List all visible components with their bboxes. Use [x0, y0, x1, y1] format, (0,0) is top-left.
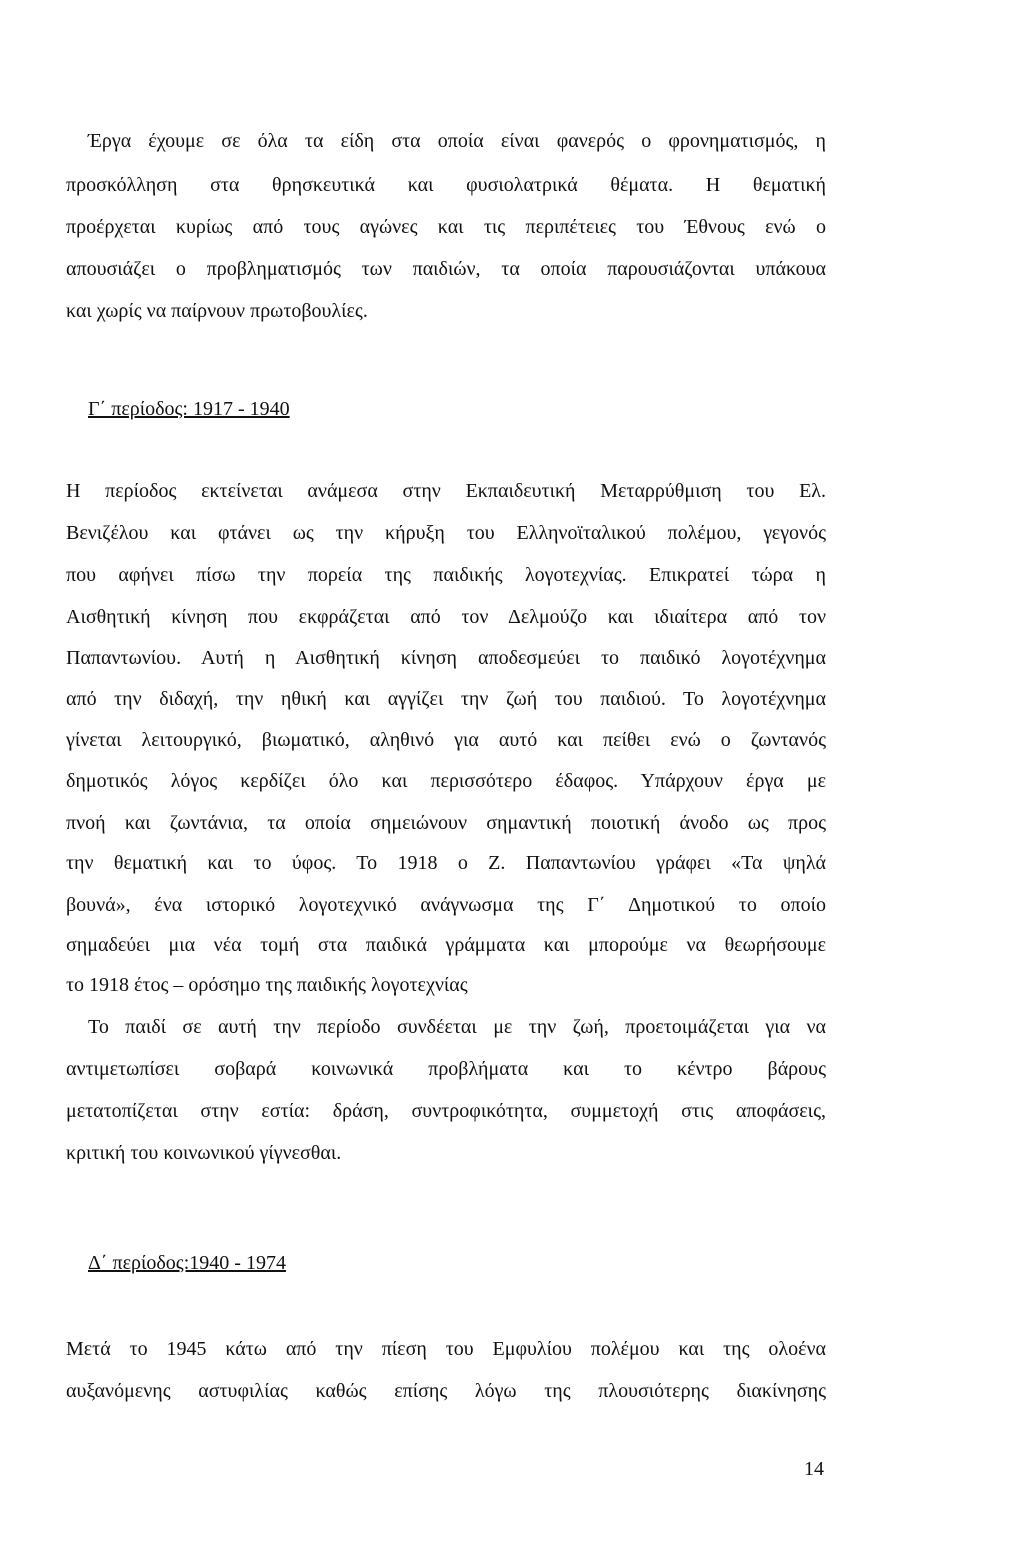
paragraph1-line-5: και χωρίς να παίρνουν πρωτοβουλίες.: [66, 300, 368, 322]
paragraph3-line-4: κριτική του κοινωνικού γίγνεσθαι.: [66, 1142, 342, 1164]
paragraph2-line-6: από την διδαχή, την ηθική και αγγίζει την ζωή του παιδιού. Το λογοτέχνημα: [66, 688, 826, 710]
paragraph3-line-3: μετατοπίζεται στην εστία: δράση, συντροφικότητα, συμμετοχή στις αποφάσεις,: [66, 1100, 826, 1122]
paragraph2-line-3: που αφήνει πίσω την πορεία της παιδικής λογοτεχνίας. Επικρατεί τώρα η: [66, 564, 826, 586]
paragraph3-line-1: Το παιδί σε αυτή την περίοδο συνδέεται με την ζωή, προετοιμάζεται για να: [88, 1016, 826, 1038]
paragraph2-line-8: δημοτικός λόγος κερδίζει όλο και περισσότερο έδαφος. Υπάρχουν έργα με: [66, 770, 826, 792]
paragraph2-line-5: Παπαντωνίου. Αυτή η Αισθητική κίνηση αποδεσμεύει το παιδικό λογοτέχνημα: [66, 647, 826, 669]
paragraph4-line-1: Μετά το 1945 κάτω από την πίεση του Εμφυλίου πολέμου και της ολοένα: [66, 1338, 826, 1360]
paragraph2-line-13: το 1918 έτος – ορόσημο της παιδικής λογοτεχνίας: [66, 974, 468, 996]
paragraph2-line-4: Αισθητική κίνηση που εκφράζεται από τον Δελμούζο και ιδιαίτερα από τον: [66, 606, 826, 628]
section-heading-period-c: Γ΄ περίοδος: 1917 - 1940: [88, 398, 290, 420]
paragraph2-line-12: σημαδεύει μια νέα τομή στα παιδικά γράμματα και μπορούμε να θεωρήσουμε: [66, 934, 826, 956]
paragraph2-line-11: βουνά», ένα ιστορικό λογοτεχνικό ανάγνωσμα της Γ΄ Δημοτικού το οποίο: [66, 894, 826, 916]
paragraph2-line-2: Βενιζέλου και φτάνει ως την κήρυξη του Ελληνοϊταλικού πολέμου, γεγονός: [66, 522, 826, 544]
paragraph2-line-10: την θεματική και το ύφος. Το 1918 ο Ζ. Παπαντωνίου γράφει «Τα ψηλά: [66, 852, 826, 874]
paragraph1-line-3: προέρχεται κυρίως από τους αγώνες και τις περιπέτειες του Έθνους ενώ ο: [66, 216, 826, 238]
page-number: 14: [804, 1458, 824, 1480]
paragraph2-line-9: πνοή και ζωντάνια, τα οποία σημειώνουν σημαντική ποιοτική άνοδο ως προς: [66, 812, 826, 834]
paragraph1-line-2: προσκόλληση στα θρησκευτικά και φυσιολατρικά θέματα. Η θεματική: [66, 174, 826, 196]
section-heading-period-d: Δ΄ περίοδος:1940 - 1974: [88, 1252, 286, 1274]
paragraph2-line-1: Η περίοδος εκτείνεται ανάμεσα στην Εκπαιδευτική Μεταρρύθμιση του Ελ.: [66, 480, 826, 502]
paragraph1-line-1: Έργα έχουμε σε όλα τα είδη στα οποία είναι φανερός ο φρονηματισμός, η: [88, 130, 826, 152]
paragraph3-line-2: αντιμετωπίσει σοβαρά κοινωνικά προβλήματα και το κέντρο βάρους: [66, 1058, 826, 1080]
paragraph1-line-4: απουσιάζει ο προβληματισμός των παιδιών, τα οποία παρουσιάζονται υπάκουα: [66, 258, 826, 280]
document-page: [66, 0, 826, 1550]
paragraph4-line-2: αυξανόμενης αστυφιλίας καθώς επίσης λόγω της πλουσιότερης διακίνησης: [66, 1380, 826, 1402]
paragraph2-line-7: γίνεται λειτουργικό, βιωματικό, αληθινό για αυτό και πείθει ενώ ο ζωντανός: [66, 729, 826, 751]
